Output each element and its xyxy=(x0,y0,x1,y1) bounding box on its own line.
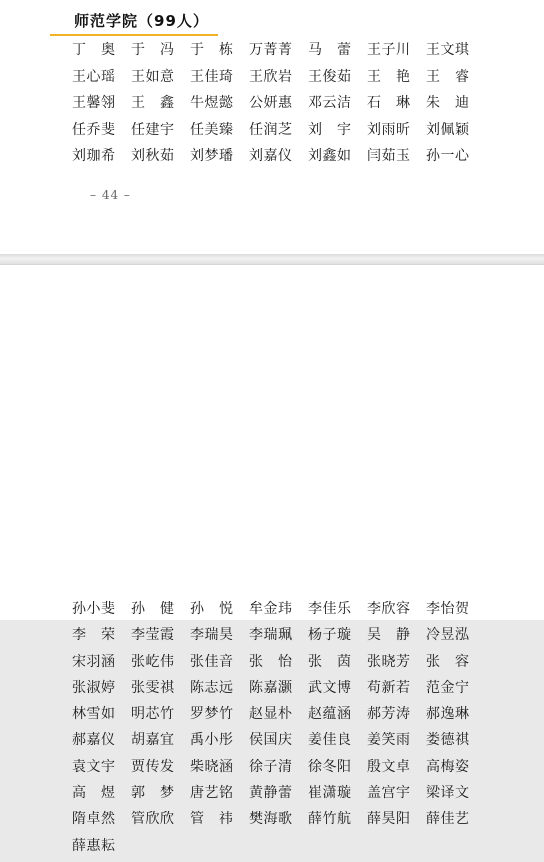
name-entry: 王子川 xyxy=(367,42,411,58)
name-entry: 樊海歌 xyxy=(249,811,293,828)
name-entry: 牛煜懿 xyxy=(190,95,234,111)
name-entry: 刘雨昕 xyxy=(367,121,411,138)
name-entry: 任建宇 xyxy=(131,121,175,138)
name-entry: 郭 梦 xyxy=(131,785,175,802)
section-title: 师范学院（99人） xyxy=(74,12,209,30)
name-entry: 柴晓涵 xyxy=(190,758,234,775)
name-entry: 孙一心 xyxy=(426,148,470,164)
name-entry: 于 冯 xyxy=(131,42,175,58)
name-entry: 任美臻 xyxy=(190,121,234,138)
name-entry: 陈嘉灏 xyxy=(249,679,293,696)
name-entry: 王馨翎 xyxy=(72,95,116,111)
name-entry: 高梅姿 xyxy=(426,758,470,775)
name-entry: 张晓芳 xyxy=(367,653,411,670)
name-entry: 张淑婷 xyxy=(72,679,116,696)
name-entry: 刘佩颖 xyxy=(426,121,470,138)
name-entry: 牟金玮 xyxy=(249,601,293,617)
name-entry: 刘 宇 xyxy=(308,121,352,138)
name-entry: 王 鑫 xyxy=(131,95,175,111)
name-entry: 刘鑫如 xyxy=(308,148,352,164)
name-entry: 王文琪 xyxy=(426,42,470,58)
name-entry: 禹小彤 xyxy=(190,732,234,749)
name-entry: 明芯竹 xyxy=(131,706,175,723)
name-entry: 冷昱泓 xyxy=(426,627,470,644)
name-entry: 徐冬阳 xyxy=(308,758,352,775)
name-entry: 张 茵 xyxy=(308,653,352,670)
name-entry: 盖宫宇 xyxy=(367,785,411,802)
page-gap xyxy=(0,254,544,264)
name-entry: 罗梦竹 xyxy=(190,706,234,723)
name-entry: 李怡贺 xyxy=(426,601,470,617)
name-entry: 孙 健 xyxy=(131,601,175,617)
name-entry: 苟新若 xyxy=(367,679,411,696)
name-entry: 张佳音 xyxy=(190,653,234,670)
name-entry: 石 琳 xyxy=(367,95,411,111)
name-entry: 赵蕴涵 xyxy=(308,706,352,723)
name-entry: 隋卓然 xyxy=(72,811,116,828)
name-entry: 郝逸琳 xyxy=(426,706,470,723)
name-entry: 袁文宇 xyxy=(72,758,116,775)
name-entry: 赵显朴 xyxy=(249,706,293,723)
document-page-45 xyxy=(0,264,544,854)
name-entry: 张 容 xyxy=(426,653,470,670)
name-entry: 姜佳良 xyxy=(308,732,352,749)
name-entry: 刘梦璠 xyxy=(190,148,234,164)
name-entry: 王俊茹 xyxy=(308,68,352,85)
page-number: – 44 – xyxy=(90,188,131,202)
name-entry: 王 艳 xyxy=(367,68,411,85)
name-entry: 王如意 xyxy=(131,68,175,85)
name-entry: 张 怡 xyxy=(249,653,293,670)
name-entry: 胡嘉宜 xyxy=(131,732,175,749)
name-entry: 薛竹航 xyxy=(308,811,352,828)
name-entry: 宋羽涵 xyxy=(72,653,116,670)
name-entry: 殷文卓 xyxy=(367,758,411,775)
name-list-page-45 xyxy=(72,599,485,862)
name-entry: 孙小斐 xyxy=(72,601,116,617)
name-entry: 武文博 xyxy=(308,679,352,696)
name-entry: 侯国庆 xyxy=(249,732,293,749)
name-entry: 李瑞昊 xyxy=(190,627,234,644)
name-entry: 吴 静 xyxy=(367,627,411,644)
name-entry: 李欣容 xyxy=(367,601,411,617)
name-entry: 朱 迪 xyxy=(426,95,470,111)
name-entry: 李莹霞 xyxy=(131,627,175,644)
name-entry: 梁译文 xyxy=(426,785,470,802)
document-page-44 xyxy=(0,0,544,255)
name-entry: 唐艺铭 xyxy=(190,785,234,802)
name-entry: 管 祎 xyxy=(190,811,234,828)
name-entry: 徐子清 xyxy=(249,758,293,775)
name-entry: 管欣欣 xyxy=(131,811,175,828)
name-entry: 闫茹玉 xyxy=(367,148,411,164)
name-entry: 李 荣 xyxy=(72,627,116,644)
name-entry: 公妍惠 xyxy=(249,95,293,111)
name-entry: 郝嘉仪 xyxy=(72,732,116,749)
name-entry: 刘珈希 xyxy=(72,148,116,164)
name-list-page-44 xyxy=(72,40,485,173)
name-entry: 邓云洁 xyxy=(308,95,352,111)
name-entry: 薛惠耘 xyxy=(72,837,116,854)
name-entry: 薛佳艺 xyxy=(426,811,470,828)
name-entry: 刘嘉仪 xyxy=(249,148,293,164)
name-entry: 马 蕾 xyxy=(308,42,352,58)
name-entry: 薛昊阳 xyxy=(367,811,411,828)
name-entry: 王 睿 xyxy=(426,68,470,85)
name-entry: 丁 奥 xyxy=(72,42,116,58)
name-entry: 李瑞珮 xyxy=(249,627,293,644)
name-entry: 李佳乐 xyxy=(308,601,352,617)
name-entry: 林雪如 xyxy=(72,706,116,723)
name-entry: 王欣岩 xyxy=(249,68,293,85)
name-entry: 范金宁 xyxy=(426,679,470,696)
name-entry: 王佳琦 xyxy=(190,68,234,85)
name-entry: 孙 悦 xyxy=(190,601,234,617)
name-entry: 任乔斐 xyxy=(72,121,116,138)
name-entry: 崔潇璇 xyxy=(308,785,352,802)
name-entry: 姜笑雨 xyxy=(367,732,411,749)
name-entry: 黄静蕾 xyxy=(249,785,293,802)
title-underline xyxy=(50,34,218,36)
name-entry: 杨子璇 xyxy=(308,627,352,644)
name-entry: 王心瑶 xyxy=(72,68,116,85)
name-entry: 刘秋茹 xyxy=(131,148,175,164)
name-entry: 郝芳涛 xyxy=(367,706,411,723)
name-entry: 张雯祺 xyxy=(131,679,175,696)
name-entry: 万菁菁 xyxy=(249,42,293,58)
name-entry: 任润芝 xyxy=(249,121,293,138)
name-entry: 高 煜 xyxy=(72,785,116,802)
name-entry: 娄德祺 xyxy=(426,732,470,749)
name-entry: 张屹伟 xyxy=(131,653,175,670)
name-entry: 陈志远 xyxy=(190,679,234,696)
name-entry: 贾传发 xyxy=(131,758,175,775)
name-entry: 于 栋 xyxy=(190,42,234,58)
